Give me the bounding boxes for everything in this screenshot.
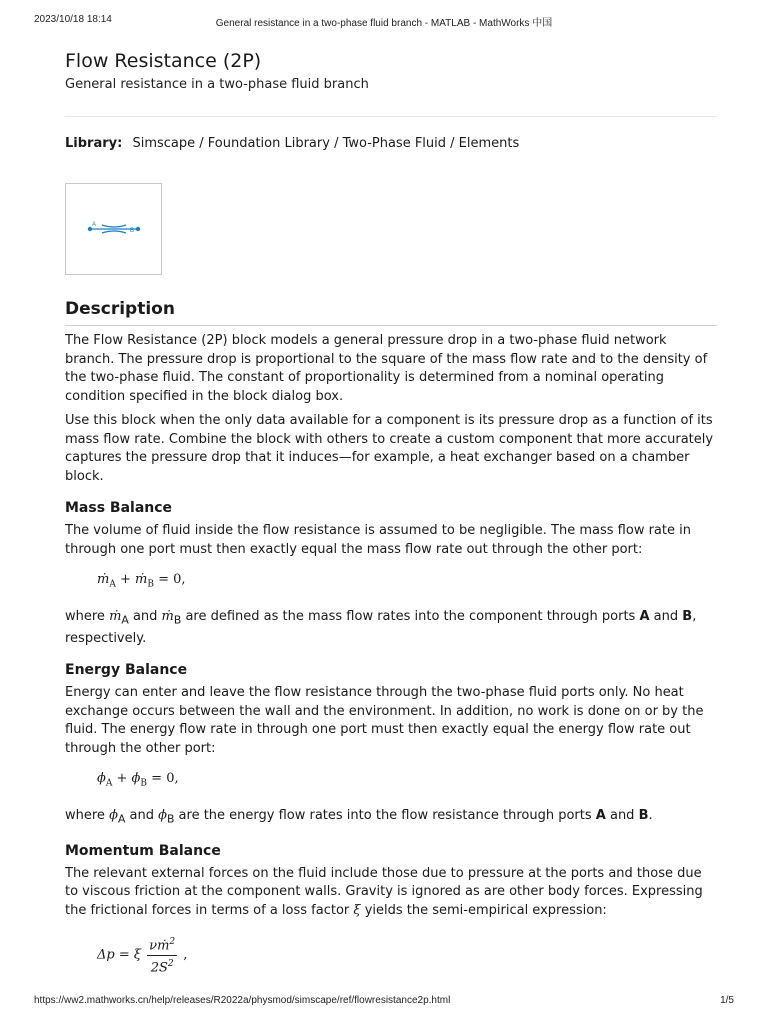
momentum-fraction: $\frac{\nu ṁ^2}{2S^2}$ bbox=[147, 934, 177, 976]
port-a-label: A bbox=[92, 222, 97, 228]
mass-balance-paragraph: The volume of fluid inside the flow resistance is assumed to be negligible. The mass flow rate in through one port must then exactly equal the mass flow rate out through the other port: bbox=[65, 523, 691, 557]
print-footer bbox=[0, 995, 768, 1009]
mass-balance-heading: Mass Balance bbox=[65, 500, 173, 516]
restriction-bottom bbox=[102, 231, 126, 233]
library-path[interactable]: Simscape / Foundation Library / Two-Phase Fluid / Elements bbox=[132, 136, 520, 151]
description-paragraph-2: Use this block when the only data available for a component is its pressure drop as a function of its mass flow rate. Combine the block with others to create a custom component that more accurately captures the pressure drop that it induces—for example, a heat exchanger based on a chamber block. bbox=[65, 413, 714, 484]
mass-balance-where: where ṁ$_A$ and ṁ$_B$ are defined as the mass flow rates into the component through ports A and B, respectively. bbox=[65, 608, 697, 646]
print-date: 2023/10/18 18:14 bbox=[34, 14, 112, 25]
energy-balance-where: where $\phi_A$ and $\phi_B$ are the energy flow rates into the flow resistance through ports A and B. bbox=[65, 807, 653, 826]
library-label: Library: bbox=[65, 136, 123, 151]
momentum-balance-equation: Δp = ξ $\frac{\nu ṁ^2}{2S^2}$ , bbox=[97, 934, 717, 976]
document-content bbox=[65, 48, 717, 990]
energy-balance-heading: Energy Balance bbox=[65, 662, 188, 679]
print-url[interactable]: https://ww2.mathworks.cn/help/releases/R2022a/physmod/simscape/ref/flowresistance2p.html bbox=[34, 995, 451, 1006]
block-icon-frame bbox=[65, 183, 162, 275]
energy-balance-equation: $\phi_A + \phi_B = 0$, bbox=[97, 771, 179, 789]
restriction-top bbox=[102, 225, 126, 227]
mass-balance-equation: ṁ$_A$ + ṁ$_B$ = 0, bbox=[97, 572, 186, 590]
print-page-title: General resistance in a two-phase fluid branch - MATLAB - MathWorks 中国 bbox=[215, 18, 553, 29]
library-line bbox=[65, 135, 717, 153]
energy-balance-paragraph: Energy can enter and leave the flow resistance through the two-phase fluid ports only. No heat exchange occurs between the wall and the environment. In addition, no work is done on or by the fluid. The energy flow rate in through one port must then exactly equal the energy flow rate out through the other port: bbox=[65, 685, 704, 756]
description-paragraph-1: The Flow Resistance (2P) block models a general pressure drop in a two-phase fluid network branch. The pressure drop is proportional to the square of the mass flow rate and to the density of the two-phase fluid. The constant of proportionality is determined from a nominal operating condition specified in the block dialog box. bbox=[65, 333, 708, 404]
print-header bbox=[0, 14, 768, 28]
description-heading: Description bbox=[65, 297, 717, 326]
page-subtitle: General resistance in a two-phase fluid branch bbox=[65, 77, 369, 92]
momentum-balance-heading: Momentum Balance bbox=[65, 842, 221, 859]
page-title: Flow Resistance (2P) bbox=[65, 50, 262, 72]
flow-resistance-block-icon bbox=[66, 184, 161, 274]
momentum-balance-paragraph: The relevant external forces on the fluid include those due to pressure at the ports and those due to viscous friction at the component walls. Gravity is ignored as are other body forces. Expressing the frictional forces in terms of a loss factor ξ yields the semi-empirical expression: bbox=[65, 865, 703, 918]
title-divider bbox=[65, 116, 717, 117]
port-b-label: B bbox=[130, 228, 135, 234]
print-page-number: 1/5 bbox=[720, 995, 734, 1006]
